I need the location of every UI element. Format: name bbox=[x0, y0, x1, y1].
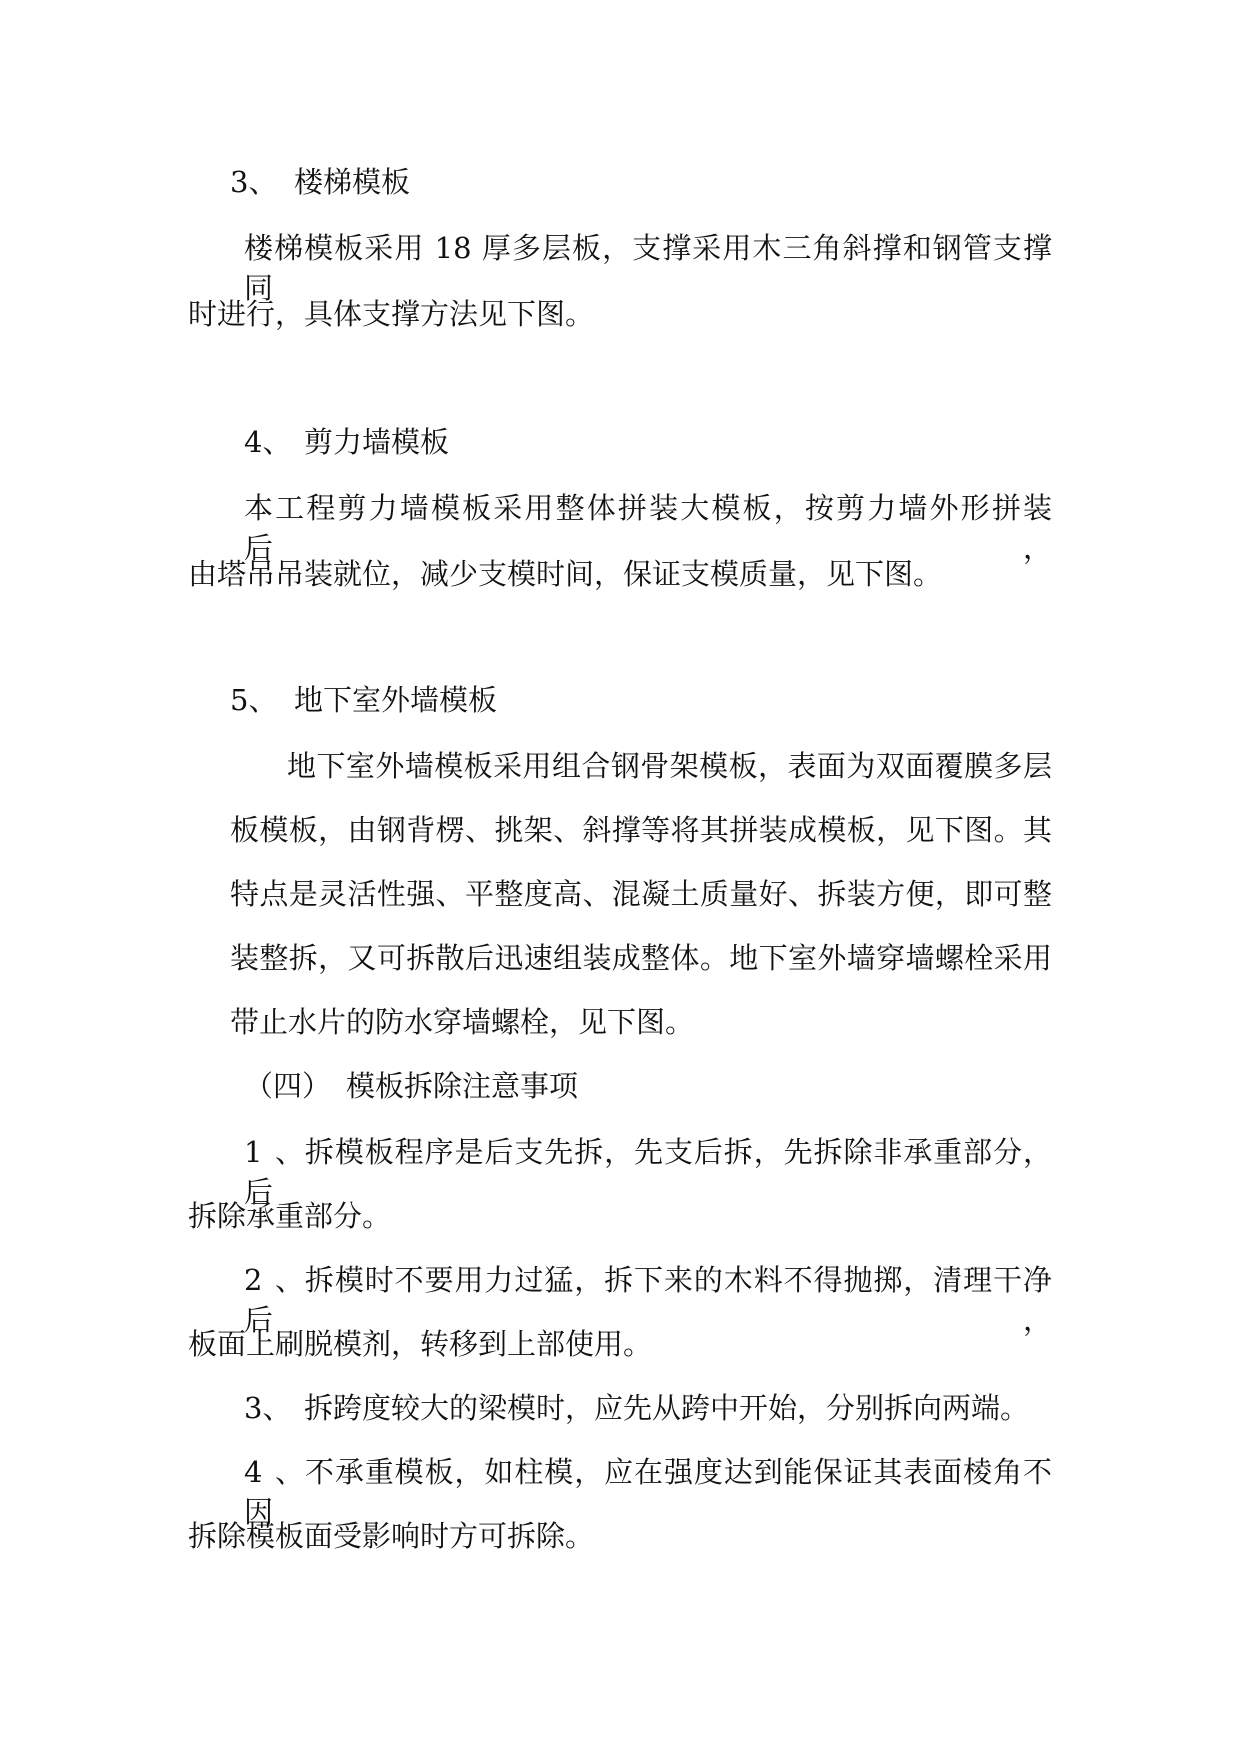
section-number: 3、 bbox=[230, 165, 278, 199]
paragraph-line: 特点是灵活性强、平整度高、混凝土质量好、拆装方便，即可整 bbox=[230, 877, 1052, 911]
section-title: 地下室外墙模板 bbox=[294, 683, 498, 717]
list-item-number: 1、 bbox=[244, 1135, 304, 1169]
section-number: 5、 bbox=[230, 683, 278, 717]
paragraph-line: 时进行，具体支撑方法见下图。 bbox=[188, 297, 595, 331]
list-item-line bbox=[244, 1260, 1052, 1337]
section-number: （四） bbox=[244, 1069, 332, 1103]
section-title: 楼梯模板 bbox=[294, 165, 411, 199]
section-number: 4、 bbox=[244, 425, 292, 459]
paragraph-line: 本工程剪力墙模板采用整体拼装大模板，按剪力墙外形拼装后， bbox=[244, 491, 1052, 565]
list-item-line bbox=[244, 1132, 1052, 1209]
paragraph-line: 地下室外墙模板采用组合钢骨架模板，表面为双面覆膜多层 bbox=[287, 749, 1052, 783]
section-title: 模板拆除注意事项 bbox=[346, 1069, 579, 1103]
list-item-text: 拆跨度较大的梁模时，应先从跨中开始，分别拆向两端。 bbox=[304, 1391, 1030, 1425]
list-item-line: 拆除承重部分。 bbox=[188, 1199, 392, 1233]
list-item-number: 4、 bbox=[244, 1455, 304, 1489]
list-item-line: 拆除模板面受影响时方可拆除。 bbox=[188, 1519, 595, 1553]
list-item-line bbox=[244, 1452, 1052, 1529]
paragraph-line: 板模板，由钢背楞、挑架、斜撑等将其拼装成模板，见下图。其 bbox=[230, 813, 1052, 847]
paragraph-line: 由塔吊吊装就位，减少支模时间，保证支模质量，见下图。 bbox=[188, 557, 943, 591]
list-item-text: 拆模时不要用力过猛，拆下来的木料不得抛掷，清理干净后， bbox=[244, 1263, 1052, 1337]
list-item-text: 拆模板程序是后支先拆，先支后拆，先拆除非承重部分，后 bbox=[244, 1135, 1052, 1209]
list-item-number: 3、 bbox=[244, 1391, 292, 1425]
paragraph-line: 楼梯模板采用 18 厚多层板，支撑采用木三角斜撑和钢管支撑同 bbox=[244, 231, 1052, 305]
section-heading-basement-wall bbox=[230, 680, 497, 720]
section-heading-stair bbox=[230, 162, 410, 202]
paragraph-line: 装整拆，又可拆散后迅速组装成整体。地下室外墙穿墙螺栓采用 bbox=[230, 941, 1052, 975]
section-heading-removal bbox=[244, 1066, 578, 1106]
list-item-number: 2、 bbox=[244, 1263, 304, 1297]
list-item-line: 板面上刷脱模剂，转移到上部使用。 bbox=[188, 1327, 653, 1361]
section-title: 剪力墙模板 bbox=[304, 425, 450, 459]
paragraph-line: 带止水片的防水穿墙螺栓，见下图。 bbox=[230, 1005, 695, 1039]
section-heading-shear-wall bbox=[244, 422, 449, 462]
list-item-line bbox=[244, 1388, 1029, 1428]
list-item-text: 不承重模板，如柱模，应在强度达到能保证其表面棱角不因 bbox=[244, 1455, 1052, 1529]
